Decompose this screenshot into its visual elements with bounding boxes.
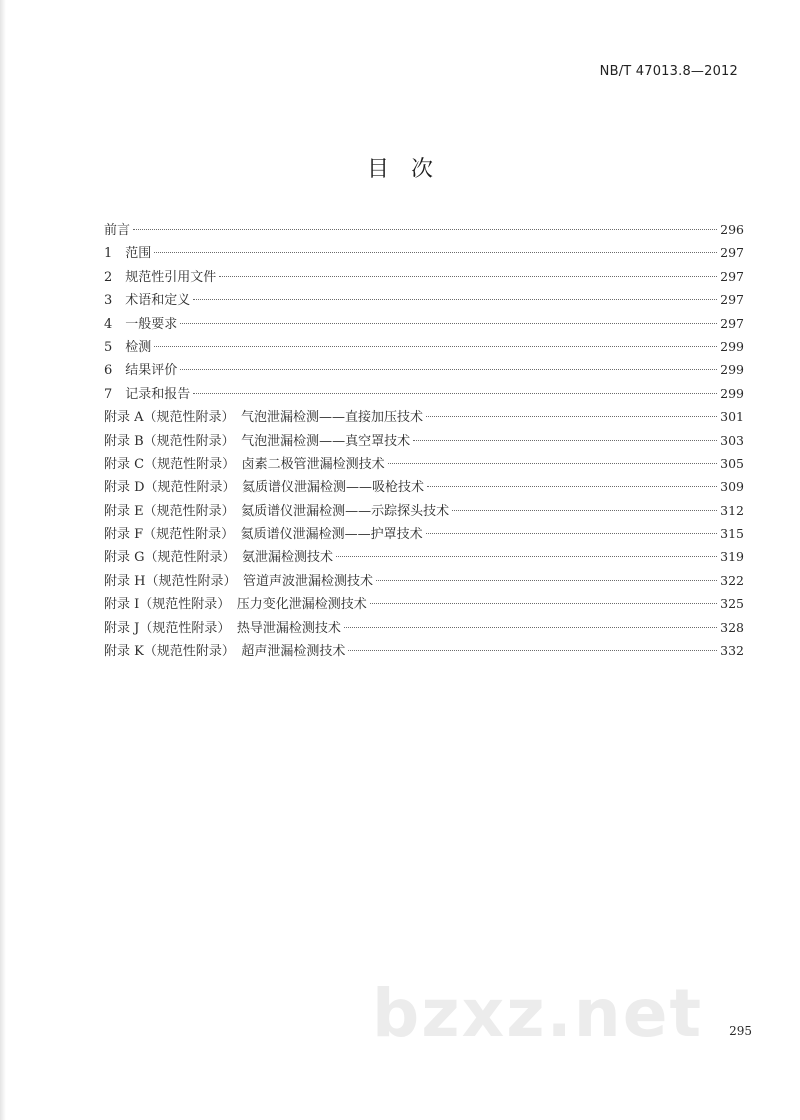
dot-leader bbox=[193, 299, 717, 300]
toc-entry-page: 305 bbox=[720, 455, 744, 471]
toc-entry-label: 附录 G（规范性附录） 氨泄漏检测技术 bbox=[104, 550, 334, 566]
dot-leader bbox=[180, 369, 717, 370]
dot-leader bbox=[413, 440, 717, 441]
toc-entry-page: 315 bbox=[720, 526, 744, 542]
toc-entry-page: 322 bbox=[720, 572, 744, 588]
dot-leader bbox=[427, 486, 717, 487]
toc-entry-page: 309 bbox=[720, 479, 744, 495]
page-number: 295 bbox=[729, 1024, 752, 1038]
toc-entry-page: 312 bbox=[720, 502, 744, 518]
toc-entry[interactable] bbox=[104, 313, 744, 336]
standard-number: NB/T 47013.8—2012 bbox=[599, 64, 738, 79]
dot-leader bbox=[133, 229, 717, 230]
toc-entry-label: 附录 B（规范性附录） 气泡泄漏检测——真空罩技术 bbox=[104, 433, 411, 449]
dot-leader bbox=[336, 556, 717, 557]
dot-leader bbox=[193, 393, 717, 394]
toc-entry[interactable] bbox=[104, 266, 744, 289]
dot-leader bbox=[154, 346, 717, 347]
toc-entry[interactable] bbox=[104, 453, 744, 476]
toc-entry-label: 7 记录和报告 bbox=[104, 386, 191, 402]
table-of-contents bbox=[104, 219, 744, 663]
toc-entry[interactable] bbox=[104, 289, 744, 312]
toc-entry[interactable] bbox=[104, 617, 744, 640]
dot-leader bbox=[452, 510, 717, 511]
toc-entry[interactable] bbox=[104, 570, 744, 593]
toc-entry-page: 296 bbox=[720, 222, 744, 237]
toc-entry-page: 319 bbox=[720, 549, 744, 565]
page-title: 目 次 bbox=[366, 157, 433, 182]
toc-entry[interactable] bbox=[104, 406, 744, 429]
dot-leader bbox=[426, 416, 717, 417]
toc-entry-label: 附录 A（规范性附录） 气泡泄漏检测——直接加压技术 bbox=[104, 410, 424, 426]
toc-entry-label: 5 检测 bbox=[104, 339, 152, 355]
toc-entry-page: 325 bbox=[720, 596, 744, 612]
toc-entry-label: 3 术语和定义 bbox=[104, 293, 191, 309]
toc-entry-page: 297 bbox=[720, 292, 744, 308]
toc-entry-page: 299 bbox=[720, 385, 744, 401]
toc-entry-label: 附录 F（规范性附录） 氦质谱仪泄漏检测——护罩技术 bbox=[104, 527, 423, 543]
toc-entry-label: 附录 C（规范性附录） 卤素二极管泄漏检测技术 bbox=[104, 456, 385, 472]
toc-entry-page: 303 bbox=[720, 432, 744, 448]
dot-leader bbox=[344, 627, 717, 628]
toc-entry[interactable] bbox=[104, 523, 744, 546]
toc-entry-page: 299 bbox=[720, 338, 744, 354]
toc-entry-page: 297 bbox=[720, 315, 744, 331]
dot-leader bbox=[376, 580, 717, 581]
toc-entry[interactable] bbox=[104, 383, 744, 406]
toc-entry-label: 附录 I（规范性附录） 压力变化泄漏检测技术 bbox=[104, 597, 367, 613]
toc-entry-page: 332 bbox=[720, 643, 744, 659]
toc-entry-label: 附录 D（规范性附录） 氦质谱仪泄漏检测——吸枪技术 bbox=[104, 480, 425, 496]
toc-entry-label: 前言 bbox=[104, 223, 131, 238]
toc-entry-label: 附录 K（规范性附录） 超声泄漏检测技术 bbox=[104, 644, 346, 660]
dot-leader bbox=[154, 252, 717, 253]
watermark: bzxz.net bbox=[372, 975, 704, 1052]
toc-entry[interactable] bbox=[104, 500, 744, 523]
toc-entry[interactable] bbox=[104, 242, 744, 265]
dot-leader bbox=[180, 323, 717, 324]
toc-entry-page: 297 bbox=[720, 268, 744, 284]
toc-entry[interactable] bbox=[104, 359, 744, 382]
dot-leader bbox=[370, 603, 717, 604]
toc-entry-page: 328 bbox=[720, 619, 744, 635]
toc-entry-label: 附录 H（规范性附录） 管道声波泄漏检测技术 bbox=[104, 573, 373, 589]
toc-entry[interactable] bbox=[104, 336, 744, 359]
toc-entry-page: 301 bbox=[720, 409, 744, 425]
toc-entry-label: 2 规范性引用文件 bbox=[104, 269, 217, 285]
toc-entry-label: 附录 E（规范性附录） 氦质谱仪泄漏检测——示踪探头技术 bbox=[104, 503, 450, 519]
toc-entry[interactable] bbox=[104, 640, 744, 663]
toc-entry[interactable] bbox=[104, 546, 744, 569]
toc-entry-label: 附录 J（规范性附录） 热导泄漏检测技术 bbox=[104, 620, 341, 636]
toc-entry[interactable] bbox=[104, 476, 744, 499]
dot-leader bbox=[219, 276, 717, 277]
toc-entry-label: 6 结果评价 bbox=[104, 363, 178, 379]
toc-entry-page: 297 bbox=[720, 245, 744, 261]
toc-entry-label: 1 范围 bbox=[104, 246, 152, 262]
dot-leader bbox=[426, 533, 717, 534]
toc-entry-page: 299 bbox=[720, 362, 744, 378]
toc-entry[interactable] bbox=[104, 219, 744, 242]
toc-entry[interactable] bbox=[104, 430, 744, 453]
dot-leader bbox=[348, 650, 717, 651]
dot-leader bbox=[388, 463, 718, 464]
toc-entry-label: 4 一般要求 bbox=[104, 316, 178, 332]
toc-entry[interactable] bbox=[104, 593, 744, 616]
